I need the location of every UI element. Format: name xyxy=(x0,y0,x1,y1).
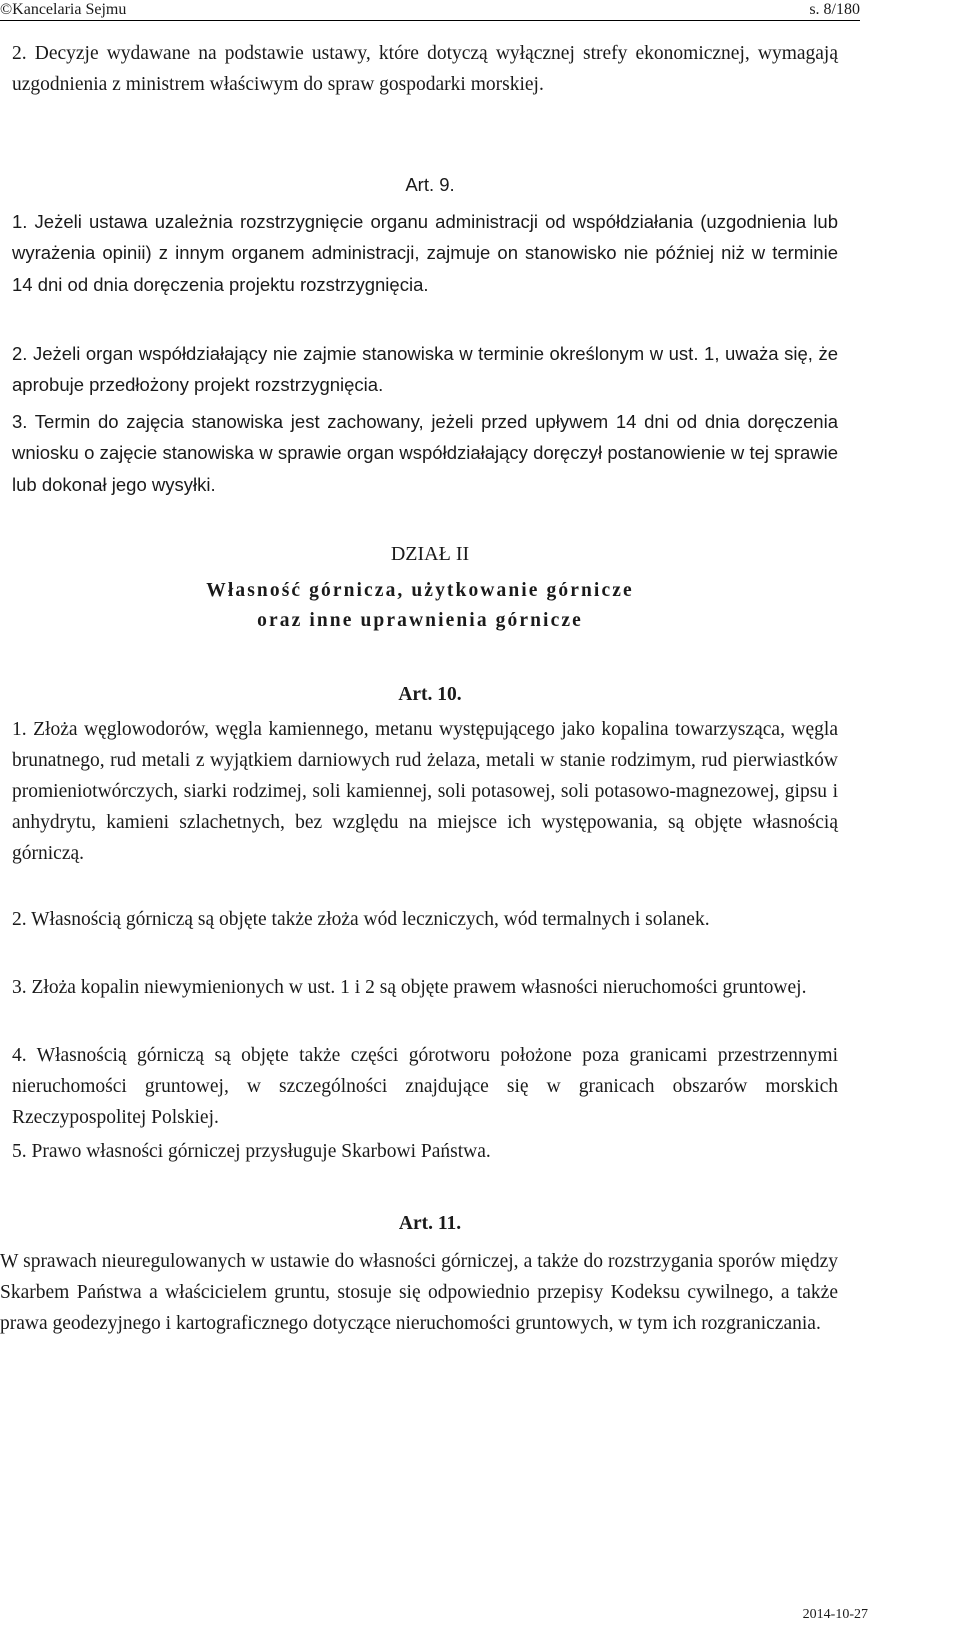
dzial-label: DZIAŁ II xyxy=(390,543,470,565)
art11-paragraph: W sprawach nieuregulowanych w ustawie do własności górniczej, a także do rozstrzygania sporów między Skarbem Państwa a właścicielem gruntu, stosuje się odpowiednio przepisy Kodeksu cywilnego, a także prawa geodezyjnego i kartograficznego dotyczące nieruchomości gruntowych, w tym ich rozgraniczania. xyxy=(0,1251,838,1334)
header-page-number: s. 8/180 xyxy=(809,1,860,18)
art10-paragraph-1: 1. Złoża węglowodorów, węgla kamiennego, metanu występującego jako kopalina towarzysząca, węgla brunatnego, rud metali z wyjątkiem darniowych rud żelaza, metali w stanie rodzimym, rud pierwiastków promieniotwórczych, siarki rodzimej, soli kamiennej, soli potasowej, soli potasowo-magnezowej, gipsu i anhydrytu, kamieni szlachetnych, bez względu na miejsce ich występowania, są objęte własnością górniczą. xyxy=(12,719,838,864)
dzial-title-line-1: Własność górnicza, użytkowanie górnicze xyxy=(206,580,634,601)
art10-paragraph-4: 4. Własnością górniczą są objęte także części górotworu położone poza granicami przestrzennymi nieruchomości gruntowej, w szczególności znajdujące się w granicach obszarów morskich Rzeczypospolitej Polskiej. xyxy=(12,1045,838,1128)
art10-paragraph-5: 5. Prawo własności górniczej przysługuje Skarbowi Państwa. xyxy=(12,1141,491,1162)
header-rule xyxy=(0,20,860,21)
page-header xyxy=(0,0,860,22)
art10-paragraph-3: 3. Złoża kopalin niewymienionych w ust. 1 i 2 są objęte prawem własności nieruchomości gruntowej. xyxy=(12,977,807,998)
footer-date: 2014-10-27 xyxy=(802,1607,868,1622)
art8-paragraph-2: 2. Decyzje wydawane na podstawie ustawy, które dotyczą wyłącznej strefy ekonomicznej, wymagają uzgodnienia z ministrem właściwym do spraw gospodarki morskiej. xyxy=(12,43,838,95)
art9-title: Art. 9. xyxy=(405,174,455,195)
art11-title: Art. 11. xyxy=(398,1213,462,1234)
art10-paragraph-2: 2. Własnością górniczą są objęte także złoża wód leczniczych, wód termalnych i solanek. xyxy=(12,909,710,930)
art9-paragraph-2: 2. Jeżeli organ współdziałający nie zajmie stanowiska w terminie określonym w ust. 1, uważa się, że aprobuje przedłożony projekt rozstrzygnięcia. xyxy=(12,343,838,396)
art10-title: Art. 10. xyxy=(398,684,462,705)
dzial-title-line-2: oraz inne uprawnienia górnicze xyxy=(257,610,583,631)
art9-paragraph-1: 1. Jeżeli ustawa uzależnia rozstrzygnięcie organu administracji od współdziałania (uzgodnienia lub wyrażenia opinii) z innym organem administracji, zajmuje on stanowisko nie później niż w terminie 14 dni od dnia doręczenia projektu rozstrzygnięcia. xyxy=(12,211,838,295)
header-publisher: ©Kancelaria Sejmu xyxy=(0,1,127,18)
art9-paragraph-3: 3. Termin do zajęcia stanowiska jest zachowany, jeżeli przed upływem 14 dni od dnia doręczenia wniosku o zajęcie stanowiska w sprawie organ współdziałający doręczył postanowienie w tej sprawie lub dokonał jego wysyłki. xyxy=(12,411,838,495)
